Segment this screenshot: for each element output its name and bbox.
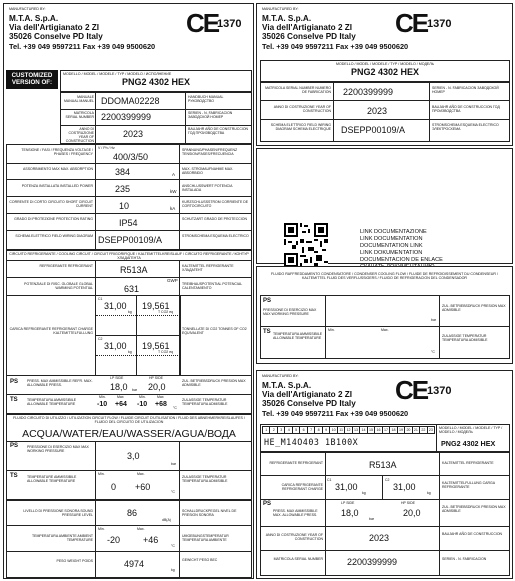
fluid-header: FLUIDO CIRCUITO DI UTILIZZO / UTILIZATION CIRCUIT FLOW / FLUIDE CIRCUIT D'UTILISATION / FLUID DES ABNEHMERKREISLAUFES / FLUIDO DEL CIRCUITO DE UTILIZACION bbox=[13, 416, 245, 425]
fluid-ts-label-right: ZULASSIGE TEMPERATUR TEMPERATURA ADMISIBLE bbox=[182, 475, 228, 483]
serial-value: 2200399999 bbox=[101, 112, 152, 122]
condenser-ps-label: PRESSIONE DI ESERCIZIO MAX MAX WORKING PRESSURE bbox=[263, 308, 317, 316]
ps-label: PRESS. MAX AMMISSIBILE REFR. MAX. ALLOWABLE PRESS. bbox=[27, 379, 93, 387]
model-value: PNG2 4302 HEX bbox=[121, 77, 191, 88]
rb-code-digit-cell: 17 bbox=[382, 426, 390, 434]
rb-code-digit-cell: 1 bbox=[262, 426, 270, 434]
ps-lp-value: 18,0 bbox=[110, 382, 128, 392]
condenser-header: FLUIDO RAFFREDDAMENTO CONDENSATORE / CONDENSER COOLING FLOW / FLUIDE DE REFROIDISSEMENT DU CONDENSEUR / KALTEMITTEL FLUID DES VERFLUSSIGERS / FLUIDO DE REFRIGERACION DEL CONDENSADOR bbox=[271, 272, 498, 281]
rb-serial-value: 2200399999 bbox=[347, 557, 398, 567]
condenser-cooling-panel bbox=[256, 266, 513, 364]
gwp-value: 631 bbox=[124, 284, 140, 294]
rt-year-label: ANNO DI COSTRUZIONE YEAR OF CONSTRUCTION bbox=[273, 105, 331, 113]
rt-year-value: 2023 bbox=[367, 106, 388, 116]
condenser-ps-tag: PS bbox=[263, 298, 272, 304]
fluid-ts-max: +60 bbox=[135, 482, 151, 492]
ts-value-1: -10 bbox=[97, 401, 108, 408]
cooling-circuit-table bbox=[6, 250, 252, 414]
rb-c2-unit: kg bbox=[427, 491, 431, 495]
rt-manufacturer-contact: Tel. +39 049 9597211 Fax +39 049 9500620 bbox=[262, 42, 409, 51]
rb-refrigerant-label-right: KALTEMITTEL REFRIGERANTE bbox=[442, 461, 494, 465]
rb-code-digit-cell: 7 bbox=[307, 426, 315, 434]
voltage-label-right: SPANNUNG/PHASEN/FREQUENZ TENSION/FASES/FRECUENCIA bbox=[182, 148, 238, 156]
refrigerant-value: R513A bbox=[120, 265, 148, 275]
wiring-diagram-label: SCHEMA ELETTRICO FIELD WIRING DIAGRAM bbox=[15, 234, 93, 238]
rb-manufacturer-address-2: 35026 Conselve PD Italy bbox=[262, 399, 356, 408]
noise-unit: dB(A) bbox=[162, 518, 171, 522]
manufacturer-name: M.T.A. S.p.A. bbox=[9, 14, 59, 23]
fluid-ts-max-label: Max. bbox=[137, 472, 145, 476]
rb-notified-body-number: 1370 bbox=[427, 385, 452, 397]
rb-ps-unit: bar bbox=[369, 517, 375, 521]
utilization-fluid-table bbox=[6, 414, 252, 500]
rb-code-digit-cell: 13 bbox=[352, 426, 360, 434]
rb-refrigerant-value: R513A bbox=[369, 460, 397, 470]
fluid-ts-min-label: Min. bbox=[98, 472, 105, 476]
condenser-ts-label: TEMPERATURA AMMISSIBILE ALLOWABLE TEMPERATURE bbox=[273, 332, 323, 340]
model-label: MODELLO / MODEL / MODELE / TYP / MODELO / ИСПОЛНЕНИЕ bbox=[63, 72, 172, 76]
rb-c1-unit: kg bbox=[362, 491, 366, 495]
fluid-ps-unit: bar bbox=[171, 462, 177, 466]
fluid-ps-label: PRESSIONE DI ESERCIZIO MAX MAX WORKING PRESSURE bbox=[27, 445, 89, 453]
ts-header-3: Min. bbox=[139, 395, 146, 399]
weight-label-right: GEWICHT PESO ВЕС bbox=[182, 558, 218, 562]
charge-c2-kg: 31,00 bbox=[104, 341, 127, 351]
charge-label: CARICA REFRIGERANTE REFRIGERANT CHARGE KALTEMITTELFULLUNG bbox=[9, 327, 93, 335]
short-circuit-label-right: KURZSCHLUSSSTROM CORRIENTE DE CORTOCIRCUITO bbox=[182, 200, 249, 208]
ip-value: IP54 bbox=[119, 218, 138, 228]
rb-manufacturer-name: M.T.A. S.p.A. bbox=[262, 381, 312, 390]
manual-value: DDOMA02228 bbox=[101, 96, 160, 106]
rt-year-label-right: BAUJAHR AÑO DE CONSTRUCCION ГОД ПРОИЗВОДСТВА bbox=[432, 105, 500, 113]
fluid-ts-tag: TS bbox=[10, 473, 18, 479]
rb-c1-label: C1 bbox=[327, 478, 332, 482]
ts-tag: TS bbox=[10, 397, 18, 403]
condenser-ts-label-right: ZULASSIGE TEMPERATUR TEMPERATURA ADMISIBLE bbox=[442, 334, 488, 342]
rb-charge-label: CARICA REFRIGERANTE REFRIGERANT CHARGE bbox=[281, 483, 323, 491]
refrigerant-label-right: KALTEMITTEL REFRIGERANTE ХЛАДАГЕНТ bbox=[182, 264, 234, 272]
ps-lp-label: LP SIDE bbox=[110, 376, 124, 380]
rt-info-table bbox=[260, 82, 510, 142]
ip-label: GRADO DI PROTEZIONE PROTECTION RATING bbox=[14, 217, 93, 221]
rb-code-value: HE_M14O403 1B100X bbox=[264, 437, 359, 447]
ps-unit: bar bbox=[132, 388, 138, 392]
rt-manufacturer-address-1: Via dell'Artigianato 2 ZI bbox=[262, 23, 353, 32]
rt-manufactured-by-label: MANUFACTURED BY: bbox=[262, 7, 299, 11]
short-circuit-value: 10 bbox=[119, 201, 130, 211]
charge-grid bbox=[95, 295, 181, 375]
rb-year-value: 2023 bbox=[369, 533, 390, 543]
right-top-nameplate bbox=[256, 3, 513, 146]
electrical-table bbox=[6, 144, 252, 250]
rb-code-digit-cell: 11 bbox=[337, 426, 345, 434]
charge-c2-tco2-unit: T CO2 eq bbox=[158, 350, 174, 354]
charge-c2-label: C2 bbox=[98, 337, 103, 341]
rb-ps-hp-value: 20,0 bbox=[403, 508, 421, 518]
env-max-label: Max. bbox=[137, 527, 145, 531]
year-label: ANNO DI COSTRUZIONE YEAR OF CONSTRUCTION bbox=[65, 127, 94, 143]
charge-c1-tco2-unit: T CO2 eq bbox=[158, 310, 174, 314]
serial-label: MATRICOLA SERIAL NUMBER bbox=[65, 111, 94, 119]
qr-link-3[interactable]: DOCUMENTATION LINK bbox=[360, 243, 423, 249]
gwp-label: POTENZIALE DI RISC. GLOBALE GLOBAL WARMING POTENTIAL bbox=[24, 282, 93, 290]
rt-diagram-value: DSEPP00109/A bbox=[341, 125, 406, 135]
noise-label-right: SCHALLDRUCKPEGEL NIVEL DE PRESION SONORA bbox=[182, 509, 237, 517]
rb-code-digit-cell: 19 bbox=[397, 426, 405, 434]
rb-model-value: PNG2 4302 HEX bbox=[441, 439, 496, 448]
ts-value-4: +68 bbox=[155, 401, 167, 408]
qr-link-1[interactable]: LINK DOCUMENTAZIONE bbox=[360, 229, 427, 235]
current-unit: A bbox=[172, 172, 176, 177]
ce-mark: CE bbox=[186, 8, 219, 38]
rb-code-area bbox=[260, 424, 510, 452]
condenser-ps-unit: bar bbox=[431, 318, 437, 322]
ts-value-2: +64 bbox=[115, 401, 127, 408]
rb-manufacturer-contact: Tel. +39 049 9597211 Fax +39 049 9500620 bbox=[262, 409, 409, 418]
rb-serial-label-right: SERIEN - N. FABRICACION bbox=[442, 557, 487, 561]
power-value: 235 bbox=[115, 184, 131, 194]
qr-link-2[interactable]: LINK DOCUMENTATION bbox=[360, 236, 423, 242]
rb-code-digit-cell: 21 bbox=[412, 426, 420, 434]
manufacturer-address-1: Via dell'Artigianato 2 ZI bbox=[9, 23, 100, 32]
rb-code-digit-cell: 12 bbox=[344, 426, 352, 434]
manufacturer-contact: Tel. +39 049 9597211 Fax +39 049 9500620 bbox=[9, 42, 156, 51]
current-label-right: MAX. STROMAUFNAHME MAX. ABSORBIDO bbox=[182, 167, 234, 175]
rb-ps-label: PRESS. MAX AMMISSIBILE MAX. ALLOWABLE PRESS. bbox=[273, 509, 318, 517]
rb-code-digit-cell: 6 bbox=[299, 426, 307, 434]
fluid-ps-value: 3,0 bbox=[127, 451, 140, 461]
rt-serial-value: 2200399999 bbox=[343, 87, 394, 97]
year-value: 2023 bbox=[123, 129, 144, 139]
rb-code-digit-cell: 15 bbox=[367, 426, 375, 434]
rb-code-digit-cell: 20 bbox=[404, 426, 412, 434]
short-circuit-label: CORRENTE DI CORTO CIRCUITO SHORT CIRCUIT CURRENT bbox=[9, 200, 93, 208]
manual-label-right: HANDBUCH MANUAL РУКОВОДСТВО bbox=[188, 95, 224, 103]
rb-code-digit-cell: 8 bbox=[314, 426, 322, 434]
charge-c2-kg-unit: kg bbox=[128, 350, 132, 354]
condenser-table bbox=[260, 295, 510, 359]
rb-code-digit-cell: 14 bbox=[359, 426, 367, 434]
condenser-ts-min-label: Min. bbox=[328, 328, 335, 332]
rb-data-table bbox=[260, 452, 510, 576]
rb-model-label: MODELLO / MODEL / MODELE / TYP / MODELO / МОДЕЛЬ bbox=[439, 426, 503, 435]
manufacturer-address-2: 35026 Conselve PD Italy bbox=[9, 32, 103, 41]
ps-hp-label: HP SIDE bbox=[149, 376, 163, 380]
ts-header-2: Max bbox=[117, 395, 124, 399]
ps-hp-value: 20,0 bbox=[148, 382, 166, 392]
rb-manufactured-by-label: MANUFACTURED BY: bbox=[262, 374, 299, 378]
qr-documentation-panel bbox=[256, 148, 513, 264]
current-value: 384 bbox=[115, 167, 131, 177]
rb-code-digit-cell: 4 bbox=[284, 426, 292, 434]
rb-ps-lp-label: LP SIDE bbox=[341, 501, 355, 505]
rt-diagram-label-right: STROMSCHEMA ESQUEMA ELECTRICO ЭЛЕКТРОСХЕМА bbox=[432, 123, 499, 131]
weight-value: 4974 bbox=[124, 559, 145, 569]
charge-c1-kg: 31,00 bbox=[104, 301, 127, 311]
voltage-value: 400/3/50 bbox=[113, 152, 149, 162]
ip-label-right: SCHUTZART GRADO DE PROTECCION bbox=[182, 217, 248, 221]
rb-code-digit-cell: 22 bbox=[419, 426, 427, 434]
charge-c2-tco2: 19,561 bbox=[142, 341, 170, 351]
power-label: POTENZA INSTALLATA INSTALLED POWER bbox=[21, 184, 93, 188]
rb-code-digit-cell: 16 bbox=[374, 426, 382, 434]
power-label-right: ANSCHLUSSWERT POTENCIA INSTALADA bbox=[182, 184, 233, 192]
current-label: ASSORBIMENTO MAX MAX. ABSORPTION bbox=[23, 167, 93, 171]
gwp-label-right: TREIBHAUSPOTENTIAL POTENCIAL CALENTAMIENTO bbox=[182, 282, 243, 290]
rt-ce-mark: CE bbox=[395, 8, 428, 38]
noise-label: LIVELLO DI PRESSIONE SONORA SOUND PRESSURE LEVEL bbox=[23, 509, 93, 517]
fluid-ps-tag: PS bbox=[10, 443, 19, 449]
rb-refrigerant-label: REFRIGERANTE REFRIGERANT bbox=[269, 461, 323, 465]
rb-serial-label: MATRICOLA SERIAL NUMBER bbox=[273, 557, 323, 561]
rt-serial-label: MATRICOLA SERIAL NUMBER NUMERO DE FABRICATION bbox=[265, 86, 331, 94]
condenser-ts-tag: TS bbox=[263, 329, 271, 335]
rb-code-digit-cell: 23 bbox=[427, 426, 435, 434]
ts-header-1: Min. bbox=[99, 395, 106, 399]
noise-value: 86 bbox=[127, 508, 138, 518]
info-table bbox=[60, 92, 252, 144]
rb-c1-value: 31,00 bbox=[335, 482, 358, 492]
other-data-table bbox=[6, 500, 252, 578]
env-min-label: Min. bbox=[98, 527, 105, 531]
ts-label: TEMPERATURA AMMISSIBILE ALLOWABLE TEMPERATURE bbox=[27, 398, 77, 406]
env-label: TEMPERATURA AMBIENTE AMBIENT TEMPERATURE bbox=[31, 534, 93, 542]
charge-c1-tco2: 19,561 bbox=[142, 301, 170, 311]
condenser-ts-unit: °C bbox=[431, 350, 435, 354]
weight-label: PESO WEIGHT POIDS bbox=[56, 559, 93, 563]
ps-label-right: ZUL. BETRIEBSDRUCK PRESION MAX ADMISIBLE bbox=[182, 379, 246, 387]
rt-serial-label-right: SERIEN - N. FABRICACION ЗАВОДСКОЙ НОМЕР bbox=[432, 86, 499, 94]
voltage-label: TENSIONE / FASI / FREQUENZA VOLTAGE / PHASES / FREQUENCY bbox=[21, 148, 93, 156]
manufactured-by-label: MANUFACTURED BY: bbox=[9, 7, 46, 11]
ts-header-4: Max bbox=[157, 395, 164, 399]
qr-link-5[interactable]: DOCUMENTACION DE ENLACE bbox=[360, 257, 443, 263]
serial-label-right: SERIEN - N. FABRICACION ЗАВОДСКОЙ НОМЕР bbox=[188, 111, 233, 119]
rt-notified-body-number: 1370 bbox=[427, 18, 452, 30]
weight-unit: kg bbox=[171, 568, 175, 572]
fluid-value: ACQUA/WATER/EAU/WASSER/AGUA/ВОДА bbox=[22, 428, 236, 440]
fluid-ts-unit: °C bbox=[171, 490, 175, 494]
charge-c1-label: C1 bbox=[98, 297, 103, 301]
manual-label: MANUALE MANUAL MANUEL bbox=[63, 95, 94, 103]
rb-year-label: ANNO DI COSTRUZIONE YEAR OF CONSTRUCTION bbox=[265, 533, 323, 541]
left-nameplate bbox=[3, 3, 254, 579]
gwp-unit: GWP bbox=[167, 278, 178, 283]
condenser-ts-max-label: Max. bbox=[381, 328, 389, 332]
rt-model-cell bbox=[260, 60, 510, 82]
rt-diagram-label: SCHEMA ELETTRICO FIELD WIRING DIAGRAM SCHEMA ELECTRIQUE bbox=[270, 123, 331, 131]
rt-manufacturer-address-2: 35026 Conselve PD Italy bbox=[262, 32, 356, 41]
qr-code[interactable] bbox=[284, 223, 328, 267]
rb-code-digit-cell: 3 bbox=[277, 426, 285, 434]
right-bottom-nameplate bbox=[256, 370, 513, 579]
rb-manufacturer-address-1: Via dell'Artigianato 2 ZI bbox=[262, 390, 353, 399]
rb-year-label-right: BAUJAHR AÑO DE CONSTRUCCION bbox=[442, 532, 503, 536]
ps-tag: PS bbox=[10, 379, 19, 385]
rb-ps-label-right: ZUL. BETRIEBSDRUCK PRESION MAX ADMISIBLE bbox=[442, 505, 506, 513]
rt-manufacturer-name: M.T.A. S.p.A. bbox=[262, 14, 312, 23]
rb-c2-label: C2 bbox=[385, 478, 390, 482]
customized-version-badge bbox=[6, 70, 58, 89]
rb-code-digit-cell: 2 bbox=[269, 426, 277, 434]
env-label-right: UMGEBUNGSTEMPERATUR TEMPERATURA AMBIENTE bbox=[182, 534, 229, 542]
env-unit: °C bbox=[171, 544, 175, 548]
wiring-diagram-label-right: STROMSCHEMA ESQUEMA ELECTRICO bbox=[182, 234, 249, 238]
charge-c1-kg-unit: kg bbox=[128, 310, 132, 314]
rb-ce-mark: CE bbox=[395, 375, 428, 405]
wiring-diagram-value: DSEPP00109/A bbox=[98, 235, 163, 245]
voltage-unit: V / Ph / Hz bbox=[98, 146, 115, 150]
rb-ps-hp-label: HP SIDE bbox=[401, 501, 415, 505]
ts-unit: °C bbox=[173, 406, 177, 410]
rt-model-label: MODELLO / MODEL / MODELE / TYP / MODELO / МОДЕЛЬ bbox=[335, 62, 435, 66]
fluid-ts-label: TEMPERATURE AMMISSIBILE ALLOWABLE TEMPERATURE bbox=[27, 475, 77, 483]
rb-ps-lp-value: 18,0 bbox=[341, 508, 359, 518]
rb-code-digit-cell: 10 bbox=[329, 426, 337, 434]
ts-value-3: -10 bbox=[137, 401, 148, 408]
model-cell bbox=[60, 70, 252, 92]
rb-code-digit-cell: 5 bbox=[292, 426, 300, 434]
rb-ps-tag: PS bbox=[263, 501, 272, 507]
fluid-ts-min: 0 bbox=[111, 482, 117, 492]
power-unit: kW bbox=[170, 189, 177, 194]
refrigerant-label: REFRIGERANTE REFRIGERANT bbox=[39, 264, 93, 268]
year-label-right: BAUJAHR AÑO DE CONSTRUCCION ГОД ПРОИЗВОДСТВА bbox=[188, 127, 249, 135]
charge-label-right: TONNELLATE DI CO2 TONNES OF CO2 EQUIVALENT bbox=[182, 327, 247, 335]
qr-link-list bbox=[360, 229, 443, 271]
rt-model-value: PNG2 4302 HEX bbox=[350, 67, 420, 78]
env-max: +46 bbox=[143, 535, 159, 545]
notified-body-number: 1370 bbox=[217, 18, 242, 30]
rb-code-digit-cell: 18 bbox=[389, 426, 397, 434]
rb-c2-value: 31,00 bbox=[393, 482, 416, 492]
cooling-circuit-header: CIRCUITO REFRIGERANTE / COOLING CIRCUIT / CIRCUIT FRIGORIFIQUE / KALTEMITTELKREISLAUF / CIRCUITO REFRIGERANTE / КОНТУР ХЛАДАГЕНТА bbox=[9, 252, 249, 261]
short-circuit-unit: kA bbox=[170, 206, 176, 211]
customized-version-text: CUSTOMIZED VERSION OF: bbox=[11, 72, 53, 86]
rb-charge-label-right: KALTEMITTELFULLUNG CARGA REFRIGERANTE bbox=[442, 481, 495, 489]
qr-link-4[interactable]: LINK DOKUMENTATION bbox=[360, 250, 423, 256]
rb-code-digit-grid bbox=[262, 426, 434, 434]
condenser-ps-label-right: ZUL. BETRIEBSDRUCK PRESION MAX ADMISIBLE bbox=[442, 304, 506, 312]
rb-code-digit-cell: 9 bbox=[322, 426, 330, 434]
ts-label-right: ZULASSIGE TEMPERATUR TEMPERATURA ADMISIBLE bbox=[182, 398, 228, 406]
env-min: -20 bbox=[107, 535, 121, 545]
